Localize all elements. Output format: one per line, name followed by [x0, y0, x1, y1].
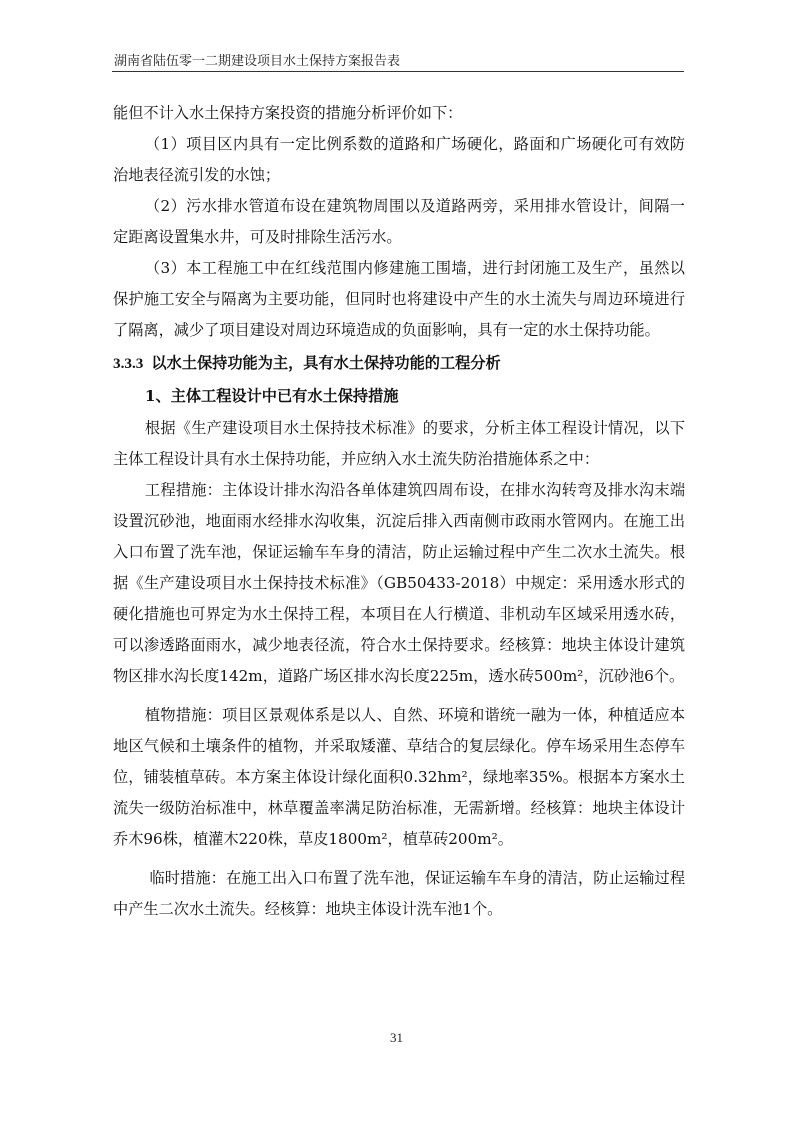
paragraph-engineering-measures: 工程措施：主体设计排水沟沿各单体建筑四周布设，在排水沟转弯及排水沟末端设置沉砂池，地面雨水经排水沟收集，沉淀后排入西南侧市政雨水管网内。在施工出入口布置了洗车池，保证运输车车身的清洁，防止运输过程中产生二次水土流失。根据《生产建设项目水土保持技术标准》（GB50433-2018）中规定：采用透水形式的硬化措施也可界定为水土保持工程，本项目在人行横道、非机动车区域采用透水砖，可以渗透路面雨水，减少地表径流，符合水土保持要求。经核算：地块主体设计建筑物区排水沟长度142m，道路广场区排水沟长度225m，透水砖500m²，沉砂池6个。 — [113, 481, 685, 685]
paragraph-item-1: （1）项目区内具有一定比例系数的道路和广场硬化，路面和广场硬化可有效防治地表径流引发的水蚀； — [113, 135, 685, 184]
paragraph-standard-analysis: 根据《生产建设项目水土保持技术标准》的要求，分析主体工程设计情况，以下主体工程设计具有水土保持功能，并应纳入水土流失防治措施体系之中： — [113, 419, 685, 468]
paragraph-intro: 能但不计入水土保持方案投资的措施分析评价如下： — [113, 104, 463, 122]
page-header-title: 湖南省陆伍零一二期建设项目水土保持方案报告表 — [114, 54, 401, 69]
subsection-heading: 1、主体工程设计中已有水土保持措施 — [144, 387, 399, 405]
paragraph-temporary-measures: 临时措施：在施工出入口布置了洗车池，保证运输车车身的清洁，防止运输过程中产生二次水土流失。经核算：地块主体设计洗车池1个。 — [113, 869, 685, 918]
paragraph-item-2: （2）污水排水管道布设在建筑物周围以及道路两旁，采用排水管设计，间隔一定距离设置集水井，可及时排除生活污水。 — [113, 197, 685, 246]
section-heading — [113, 349, 685, 378]
section-number: 3.3.3 — [113, 355, 144, 372]
paragraph-plant-measures: 植物措施：项目区景观体系是以人、自然、环境和谐统一融为一体，种植适应本地区气候和土壤条件的植物，并采取矮灌、草结合的复层绿化。停车场采用生态停车位，铺装植草砖。本方案主体设计绿化面积0.32hm²，绿地率35%。根据本方案水土流失一级防治标准中，林草覆盖率满足防治标准，无需新增。经核算：地块主体设计乔木96株，植灌木220株，草皮1800m²，植草砖200m²。 — [113, 706, 685, 848]
page-number: 31 — [390, 1030, 403, 1045]
document-body — [113, 98, 685, 925]
section-title: 以水土保持功能为主，具有水土保持功能的工程分析 — [151, 354, 501, 372]
paragraph-item-3: （3）本工程施工中在红线范围内修建施工围墙，进行封闭施工及生产，虽然以保护施工安全与隔离为主要功能，但同时也将建设中产生的水土流失与周边环境进行了隔离，减少了项目建设对周边环境造成的负面影响，具有一定的水土保持功能。 — [113, 259, 685, 339]
spacer — [113, 692, 685, 700]
spacer — [113, 855, 685, 863]
header-divider — [112, 71, 684, 72]
